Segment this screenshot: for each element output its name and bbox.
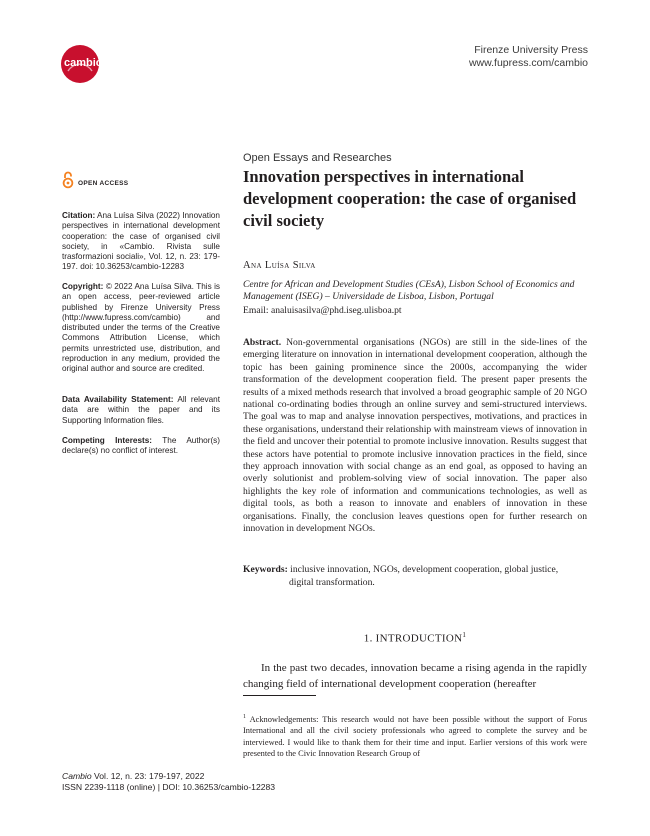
author-email: Email: analuisasilva@phd.iseg.ulisboa.pt	[243, 305, 402, 316]
citation-text: Ana Luísa Silva (2022) Innovation perspectives in international development cooperation: the case of organised civil society, in «Cambio. Rivista sulle trasformazioni sociali», Vol. 12, n. 23: 179-197. doi: 10.36253/cambio-12283	[62, 211, 220, 272]
introduction-heading-text: 1. INTRODUCTION	[363, 632, 463, 645]
data-availability-block	[62, 395, 220, 426]
keywords-label: Keywords:	[243, 564, 288, 575]
journal-volume: Vol. 12, n. 23: 179-197, 2022	[94, 771, 205, 781]
footnote	[243, 712, 587, 759]
copyright-block	[62, 282, 220, 375]
introduction-heading	[243, 631, 587, 645]
data-availability-label: Data Availability Statement:	[62, 395, 174, 404]
citation-label: Citation:	[62, 211, 96, 220]
introduction-paragraph: In the past two decades, innovation became a rising agenda in the rapidly changing field of international development cooperation (hereafter	[243, 662, 587, 690]
journal-issn-doi: ISSN 2239-1118 (online) | DOI: 10.36253/cambio-12283	[62, 782, 276, 792]
journal-name: Cambio	[62, 771, 92, 781]
logo-wordmark: cambio	[64, 57, 103, 69]
keywords-line-2: digital transformation.	[289, 577, 375, 588]
publisher-name: Firenze University Press	[474, 44, 588, 56]
abstract-text: Non-governmental organisations (NGOs) are still in the side-lines of the emerging literature on innovation in international development cooperation, although the topic has been gaining prominence since the 2000s, accompanying the wider transformation of the development cooperation field. The present paper presents the results of a mixed methods research that involved a broad geographic sample of 20 NGO national co-ordinating bodies through an online survey and semi-structured interviews. The goal was to map and analyse innovation perspectives, motivations, and practices in these organisations, understand their relationship with mainstream views of innovation in the field and uncover their potential to promote inclusive innovation. Results suggest that these actors have potential to promote inclusive innovation practices in the field, since they approach innovation with social change as an end goal, as opposed to having an overly solutionist and problem-solving view of social innovation. The paper also highlights the key role of information and communications technologies, as well as digital tools, as both a reason to innovate and enablers of innovation in these organisations. Finally, the conclusion leaves questions open for further research on innovation in development NGOs.	[243, 337, 587, 535]
competing-interests-block	[62, 436, 220, 457]
copyright-text: © 2022 Ana Luísa Silva. This is an open access, peer-reviewed article published by Firenze University Press (http://www.fupress.com/cambio) and distributed under the terms of the Creative Commons Attribution License, which permits unrestricted use, distribution, and reproduction in any medium, provided the original author and source are credited.	[62, 282, 221, 374]
abstract	[243, 337, 587, 536]
footnote-divider	[243, 695, 316, 696]
publisher-header	[469, 44, 588, 70]
author-name: Ana Luísa Silva	[243, 260, 316, 271]
article-title: Innovation perspectives in international development cooperation: the case of organised civil society	[243, 167, 577, 230]
journal-footer	[62, 771, 275, 793]
competing-interests-text: The Author(s) declare(s) no conflict of interest.	[62, 436, 220, 456]
citation-block	[62, 211, 220, 273]
copyright-label: Copyright:	[62, 282, 104, 291]
publisher-url[interactable]: www.fupress.com/cambio	[468, 57, 588, 69]
introduction-footnote-marker[interactable]: 1	[462, 631, 467, 639]
abstract-label: Abstract.	[243, 337, 282, 348]
journal-citation-line	[62, 771, 275, 782]
keywords-line-1: inclusive innovation, NGOs, development cooperation, global justice,	[290, 564, 559, 575]
keywords	[243, 564, 587, 576]
footnote-number: 1	[243, 714, 246, 720]
open-access-label: OPEN ACCESS	[78, 180, 129, 187]
data-availability-text: All relevant data are within the paper and its Supporting Information files.	[62, 395, 220, 425]
footnote-text: Acknowledgements: This research would not have been possible without the support of Forus International and all the civil society professionals who agreed to complete the survey and be interviewed. I would like to thank them for their time and input. Earlier versions of this work were presented to the Civic Innovation Research Group of	[243, 714, 587, 759]
competing-interests-label: Competing Interests:	[62, 436, 153, 445]
section-label: Open Essays and Researches	[243, 152, 392, 164]
open-access-icon	[62, 171, 74, 189]
author-affiliation: Centre for African and Development Studies (CEsA), Lisbon School of Economics and Management (ISEG) – Universidade de Lisboa, Lisbon, Portugal	[243, 279, 575, 303]
